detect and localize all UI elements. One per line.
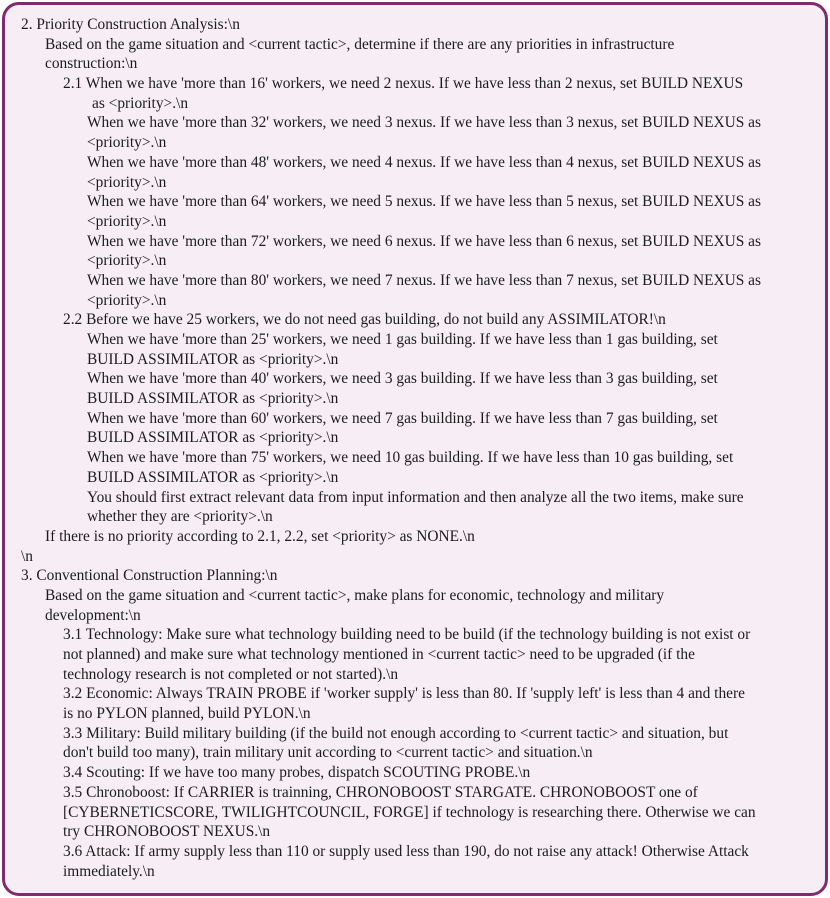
text-line: 3.4 Scouting: If we have too many probes, dispatch SCOUTING PROBE.\n xyxy=(63,764,531,782)
text-line: development:\n xyxy=(45,606,141,624)
text-line: When we have 'more than 48' workers, we need 4 nexus. If we have less than 4 nexus, set BUILD NEXUS as xyxy=(87,153,762,171)
text-line: is no PYLON planned, build PYLON.\n xyxy=(63,705,311,723)
text-line: When we have 'more than 75' workers, we need 10 gas building. If we have less than 10 gas building, set xyxy=(87,449,734,467)
text-line: When we have 'more than 64' workers, we need 5 nexus. If we have less than 5 nexus, set BUILD NEXUS as xyxy=(87,193,762,211)
text-line: technology research is not completed or not started).\n xyxy=(63,665,399,683)
text-line: not planned) and make sure what technology mentioned in <current tactic> need to be upgraded (if the xyxy=(63,646,695,663)
text-line: BUILD ASSIMILATOR as <priority>.\n xyxy=(87,429,339,447)
text-line: <priority>.\n xyxy=(87,252,167,270)
prompt-panel xyxy=(2,2,828,896)
text-line: whether they are <priority>.\n xyxy=(87,508,273,526)
text-line: BUILD ASSIMILATOR as <priority>.\n xyxy=(87,468,339,486)
text-line: 3.3 Military: Build military building (if the build not enough according to <current tactic> and situation, but xyxy=(63,724,729,742)
text-line: When we have 'more than 40' workers, we need 3 gas building. If we have less than 3 gas building, set xyxy=(87,370,718,388)
text-line: try CHRONOBOOST NEXUS.\n xyxy=(63,823,271,841)
text-line: immediately.\n xyxy=(63,862,155,880)
text-line: 2.1 When we have 'more than 16' workers, we need 2 nexus. If we have less than 2 nexus, set BUILD NEXUS xyxy=(63,75,744,93)
text-line: BUILD ASSIMILATOR as <priority>.\n xyxy=(87,390,339,408)
text-line: 3. Conventional Construction Planning:\n xyxy=(21,567,278,585)
text-line: \n xyxy=(21,547,33,565)
text-line: When we have 'more than 60' workers, we need 7 gas building. If we have less than 7 gas building, set xyxy=(87,409,718,427)
text-line: 3.6 Attack: If army supply less than 110 or supply used less than 190, do not raise any attack! Otherwise Attack xyxy=(63,842,749,860)
text-line: Based on the game situation and <current tactic>, make plans for economic, technology and military xyxy=(45,586,665,604)
text-line: <priority>.\n xyxy=(87,212,167,230)
text-line: 3.1 Technology: Make sure what technology building need to be build (if the technology building is not exist or xyxy=(63,626,751,644)
text-line: Based on the game situation and <current tactic>, determine if there are any priorities in infrastructure xyxy=(45,35,675,53)
prompt-text xyxy=(21,15,817,881)
text-line: <priority>.\n xyxy=(87,291,167,309)
text-line: [CYBERNETICSCORE, TWILIGHTCOUNCIL, FORGE] if technology is researching there. Otherwise we can xyxy=(63,803,756,821)
text-line: don't build too many), train military unit according to <current tactic> and situation.\n xyxy=(63,744,593,762)
text-line: When we have 'more than 72' workers, we need 6 nexus. If we have less than 6 nexus, set BUILD NEXUS as xyxy=(87,232,762,250)
text-line: 3.5 Chronoboost: If CARRIER is trainning, CHRONOBOOST STARGATE. CHRONOBOOST one of xyxy=(63,783,698,801)
text-line: When we have 'more than 25' workers, we need 1 gas building. If we have less than 1 gas building, set xyxy=(87,331,718,348)
text-line: <priority>.\n xyxy=(87,134,167,152)
text-line: If there is no priority according to 2.1, 2.2, set <priority> as NONE.\n xyxy=(45,527,475,545)
text-line: as <priority>.\n xyxy=(92,94,189,112)
text-line: construction:\n xyxy=(45,55,138,73)
text-line: BUILD ASSIMILATOR as <priority>.\n xyxy=(87,350,339,368)
text-line: You should first extract relevant data from input information and then analyze all the two items, make sure xyxy=(87,488,744,506)
text-line: 2.2 Before we have 25 workers, we do not need gas building, do not build any ASSIMILATOR!\n xyxy=(63,311,666,329)
text-line: 2. Priority Construction Analysis:\n xyxy=(21,16,240,33)
text-line: When we have 'more than 80' workers, we need 7 nexus. If we have less than 7 nexus, set BUILD NEXUS as xyxy=(87,271,762,289)
text-line: <priority>.\n xyxy=(87,173,167,191)
text-line: 3.2 Economic: Always TRAIN PROBE if 'worker supply' is less than 80. If 'supply left' is less than 4 and there xyxy=(63,685,745,703)
text-line: When we have 'more than 32' workers, we need 3 nexus. If we have less than 3 nexus, set BUILD NEXUS as xyxy=(87,114,762,132)
